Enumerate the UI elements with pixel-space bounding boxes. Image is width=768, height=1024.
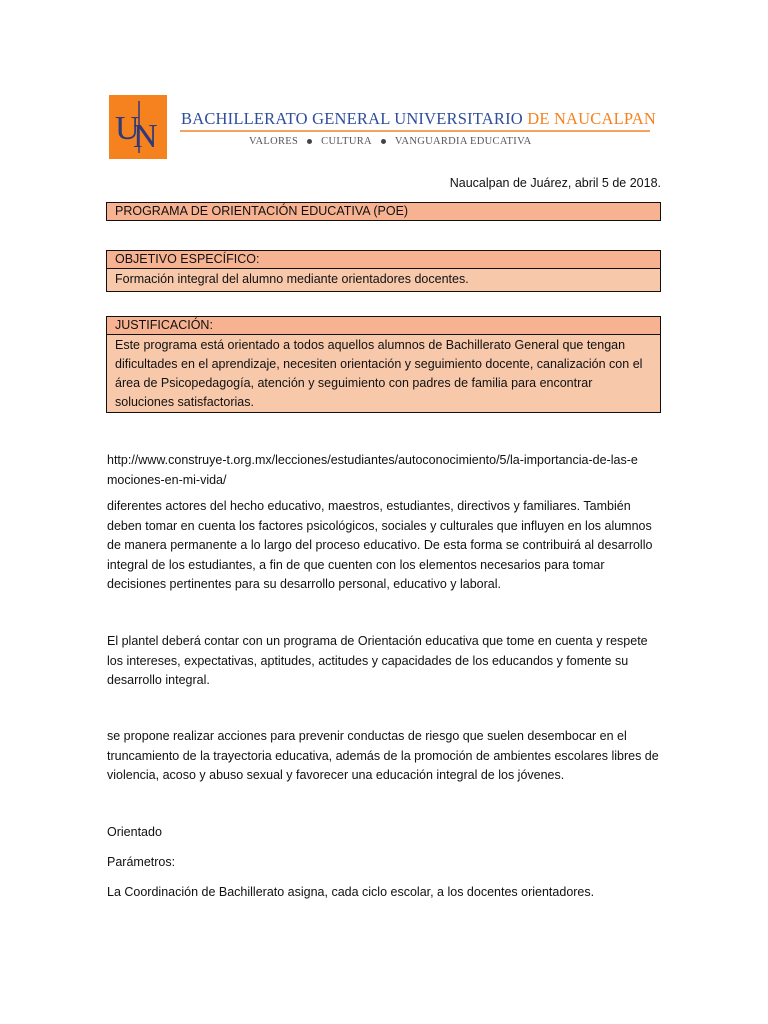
objective-box (106, 250, 661, 292)
header-divider (180, 130, 650, 132)
justification-box (106, 316, 661, 413)
logo-letter-u: U (115, 110, 140, 147)
line-orientado: Orientado (107, 825, 162, 839)
logo-letter-n: N (133, 118, 158, 155)
objective-label: OBJETIVO ESPECÍFICO: (107, 251, 660, 268)
objective-text: Formación integral del alumno mediante orientadores docentes. (107, 268, 660, 291)
justification-label: JUSTIFICACIÓN: (107, 317, 660, 334)
motto-item-vanguard: VANGUARDIA EDUCATIVA (394, 136, 532, 147)
paragraph-actors: diferentes actores del hecho educativo, maestros, estudiantes, directivos y familiares. También deben tomar en cuenta los factores psicológicos, sociales y culturales que influyen en los alumnos de manera permanente a lo largo del proceso educativo. De esta forma se contribuirá al desarrollo integral de los estudiantes, a fin de que cuenten con los elementos necesarios para tomar decisiones pertinentes para su desarrollo personal, educativo y laboral. (107, 499, 653, 591)
institution-logo (109, 95, 167, 159)
bullet-icon (381, 139, 386, 144)
bullet-icon (307, 139, 312, 144)
motto-item-values: VALORES (249, 136, 299, 147)
line-parametros: Parámetros: (107, 855, 176, 869)
institution-name (181, 109, 656, 129)
paragraph-program: El plantel deberá contar con un programa de Orientación educativa que tome en cuenta y respete los intereses, expectativas, aptitudes, actitudes y capacidades de los educandos y fomente su desarrollo integral. (107, 634, 648, 687)
un-monogram-icon (109, 95, 167, 159)
institution-name-part3: DE NAUCALPAN (527, 109, 656, 128)
line-coordinacion: La Coordinación de Bachillerato asigna, cada ciclo escolar, a los docentes orientadores. (107, 885, 595, 899)
document-date: Naucalpan de Juárez, abril 5 de 2018. (449, 176, 661, 190)
paragraph-prevention: se propone realizar acciones para prevenir conductas de riesgo que suelen desembocar en el truncamiento de la trayectoria educativa, además de la promoción de ambientes escolares libres de violencia, acoso y abuso sexual y favorecer una educación integral de los jóvenes. (107, 729, 659, 782)
institution-name-part2: UNIVERSITARIO (394, 109, 528, 128)
motto (249, 136, 531, 147)
reference-url: http://www.construye-t.org.mx/lecciones/estudiantes/autoconocimiento/5/la-importancia-de-las-emociones-en-mi-vida/ (107, 453, 638, 487)
program-title-box (106, 202, 661, 221)
program-title: PROGRAMA DE ORIENTACIÓN EDUCATIVA (POE) (107, 203, 660, 220)
motto-item-culture: CULTURA (321, 136, 372, 147)
institution-name-part1: BACHILLERATO GENERAL (181, 109, 395, 128)
justification-text: Este programa está orientado a todos aquellos alumnos de Bachillerato General que tengan dificultades en el aprendizaje, necesiten orientación y seguimiento docente, canalización con el área de Psicopedagogía, atención y seguimiento con padres de familia para encontrar soluciones satisfactorias. (107, 334, 660, 412)
